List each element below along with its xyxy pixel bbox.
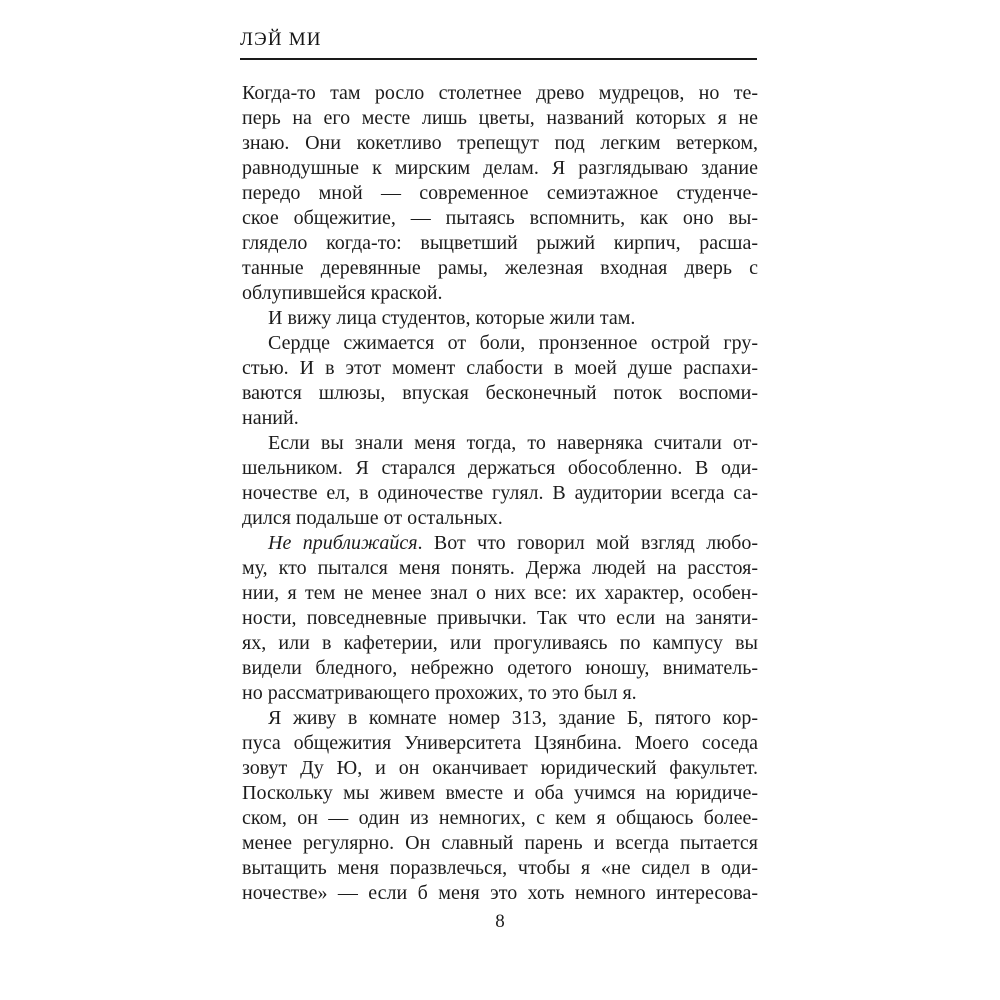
text-line: дился подальше от остальных. [242,507,503,529]
text-line: нии, я тем не менее знал о них все: их характер, особен- [242,582,758,604]
text-line: вытащить меня поразвлечься, чтобы я «не сидел в оди- [242,857,758,879]
text-line: танные деревянные рамы, железная входная дверь с [242,257,758,279]
text-line: ском, он — один из немногих, с кем я общаюсь более- [242,807,758,829]
text-line: передо мной — современное семиэтажное студенче- [242,182,758,204]
text-line: менее регулярно. Он славный парень и всегда пытается [242,832,758,854]
paragraph [242,81,758,306]
text-line: ское общежитие, — пытаясь вспомнить, как оно вы- [242,207,758,229]
text-line: Я живу в комнате номер 313, здание Б, пятого кор- [268,707,758,729]
page-footer [0,911,1000,933]
text-line: равнодушные к мирским делам. Я разглядываю здание [242,157,758,179]
text-line: пуса общежития Университета Цзянбина. Моего соседа [242,732,758,754]
paragraph [242,706,758,906]
page-number: 8 [495,911,505,932]
text-line: наний. [242,407,299,429]
header-rule [240,58,757,60]
text-line: шельником. Я старался держаться обособленно. В оди- [242,457,758,479]
text-line: Когда-то там росло столетнее древо мудрецов, но те- [242,82,758,104]
text-line: но рассматривающего прохожих, то это был я. [242,682,637,704]
text-line: му, кто пытался меня понять. Держа людей на расстоя- [242,557,758,579]
paragraph [242,431,758,531]
text-line: знаю. Они кокетливо трепещут под легким ветерком, [242,132,758,154]
italic-text-segment: Не приближайся [268,532,418,554]
text-line: ночестве ел, в одиночестве гулял. В аудитории всегда са- [242,482,758,504]
text-segment: . Вот что говорил мой взгляд любо- [417,532,758,554]
text-line: ночестве» — если б меня это хоть немного интересова- [242,882,758,904]
text-line: Сердце сжимается от боли, пронзенное острой гру- [268,332,758,354]
text-line: ях, или в кафетерии, или прогуливаясь по кампусу вы [242,632,758,654]
text-line: глядело когда-то: выцветший рыжий кирпич, расша- [242,232,758,254]
text-line [242,531,758,556]
text-line: Если вы знали меня тогда, то наверняка считали от- [268,432,758,454]
running-header-title: ЛЭЙ МИ [240,29,322,50]
text-line: перь на его месте лишь цветы, названий которых я не [242,107,758,129]
running-header [240,29,757,60]
text-line: облупившейся краской. [242,282,443,304]
body-text [242,81,758,906]
text-line: И вижу лица студентов, которые жили там. [268,307,636,329]
paragraph [242,306,758,331]
text-line: стью. И в этот момент слабости в моей душе распахи- [242,357,758,379]
text-line: ваются шлюзы, впуская бесконечный поток воспоми- [242,382,758,404]
text-line: Поскольку мы живем вместе и оба учимся на юридиче- [242,782,758,804]
text-line: видели бледного, небрежно одетого юношу, вниматель- [242,657,758,679]
paragraph [242,531,758,706]
text-line: ности, повседневные привычки. Так что если на заняти- [242,607,758,629]
paragraph [242,331,758,431]
text-line: зовут Ду Ю, и он оканчивает юридический факультет. [242,757,758,779]
